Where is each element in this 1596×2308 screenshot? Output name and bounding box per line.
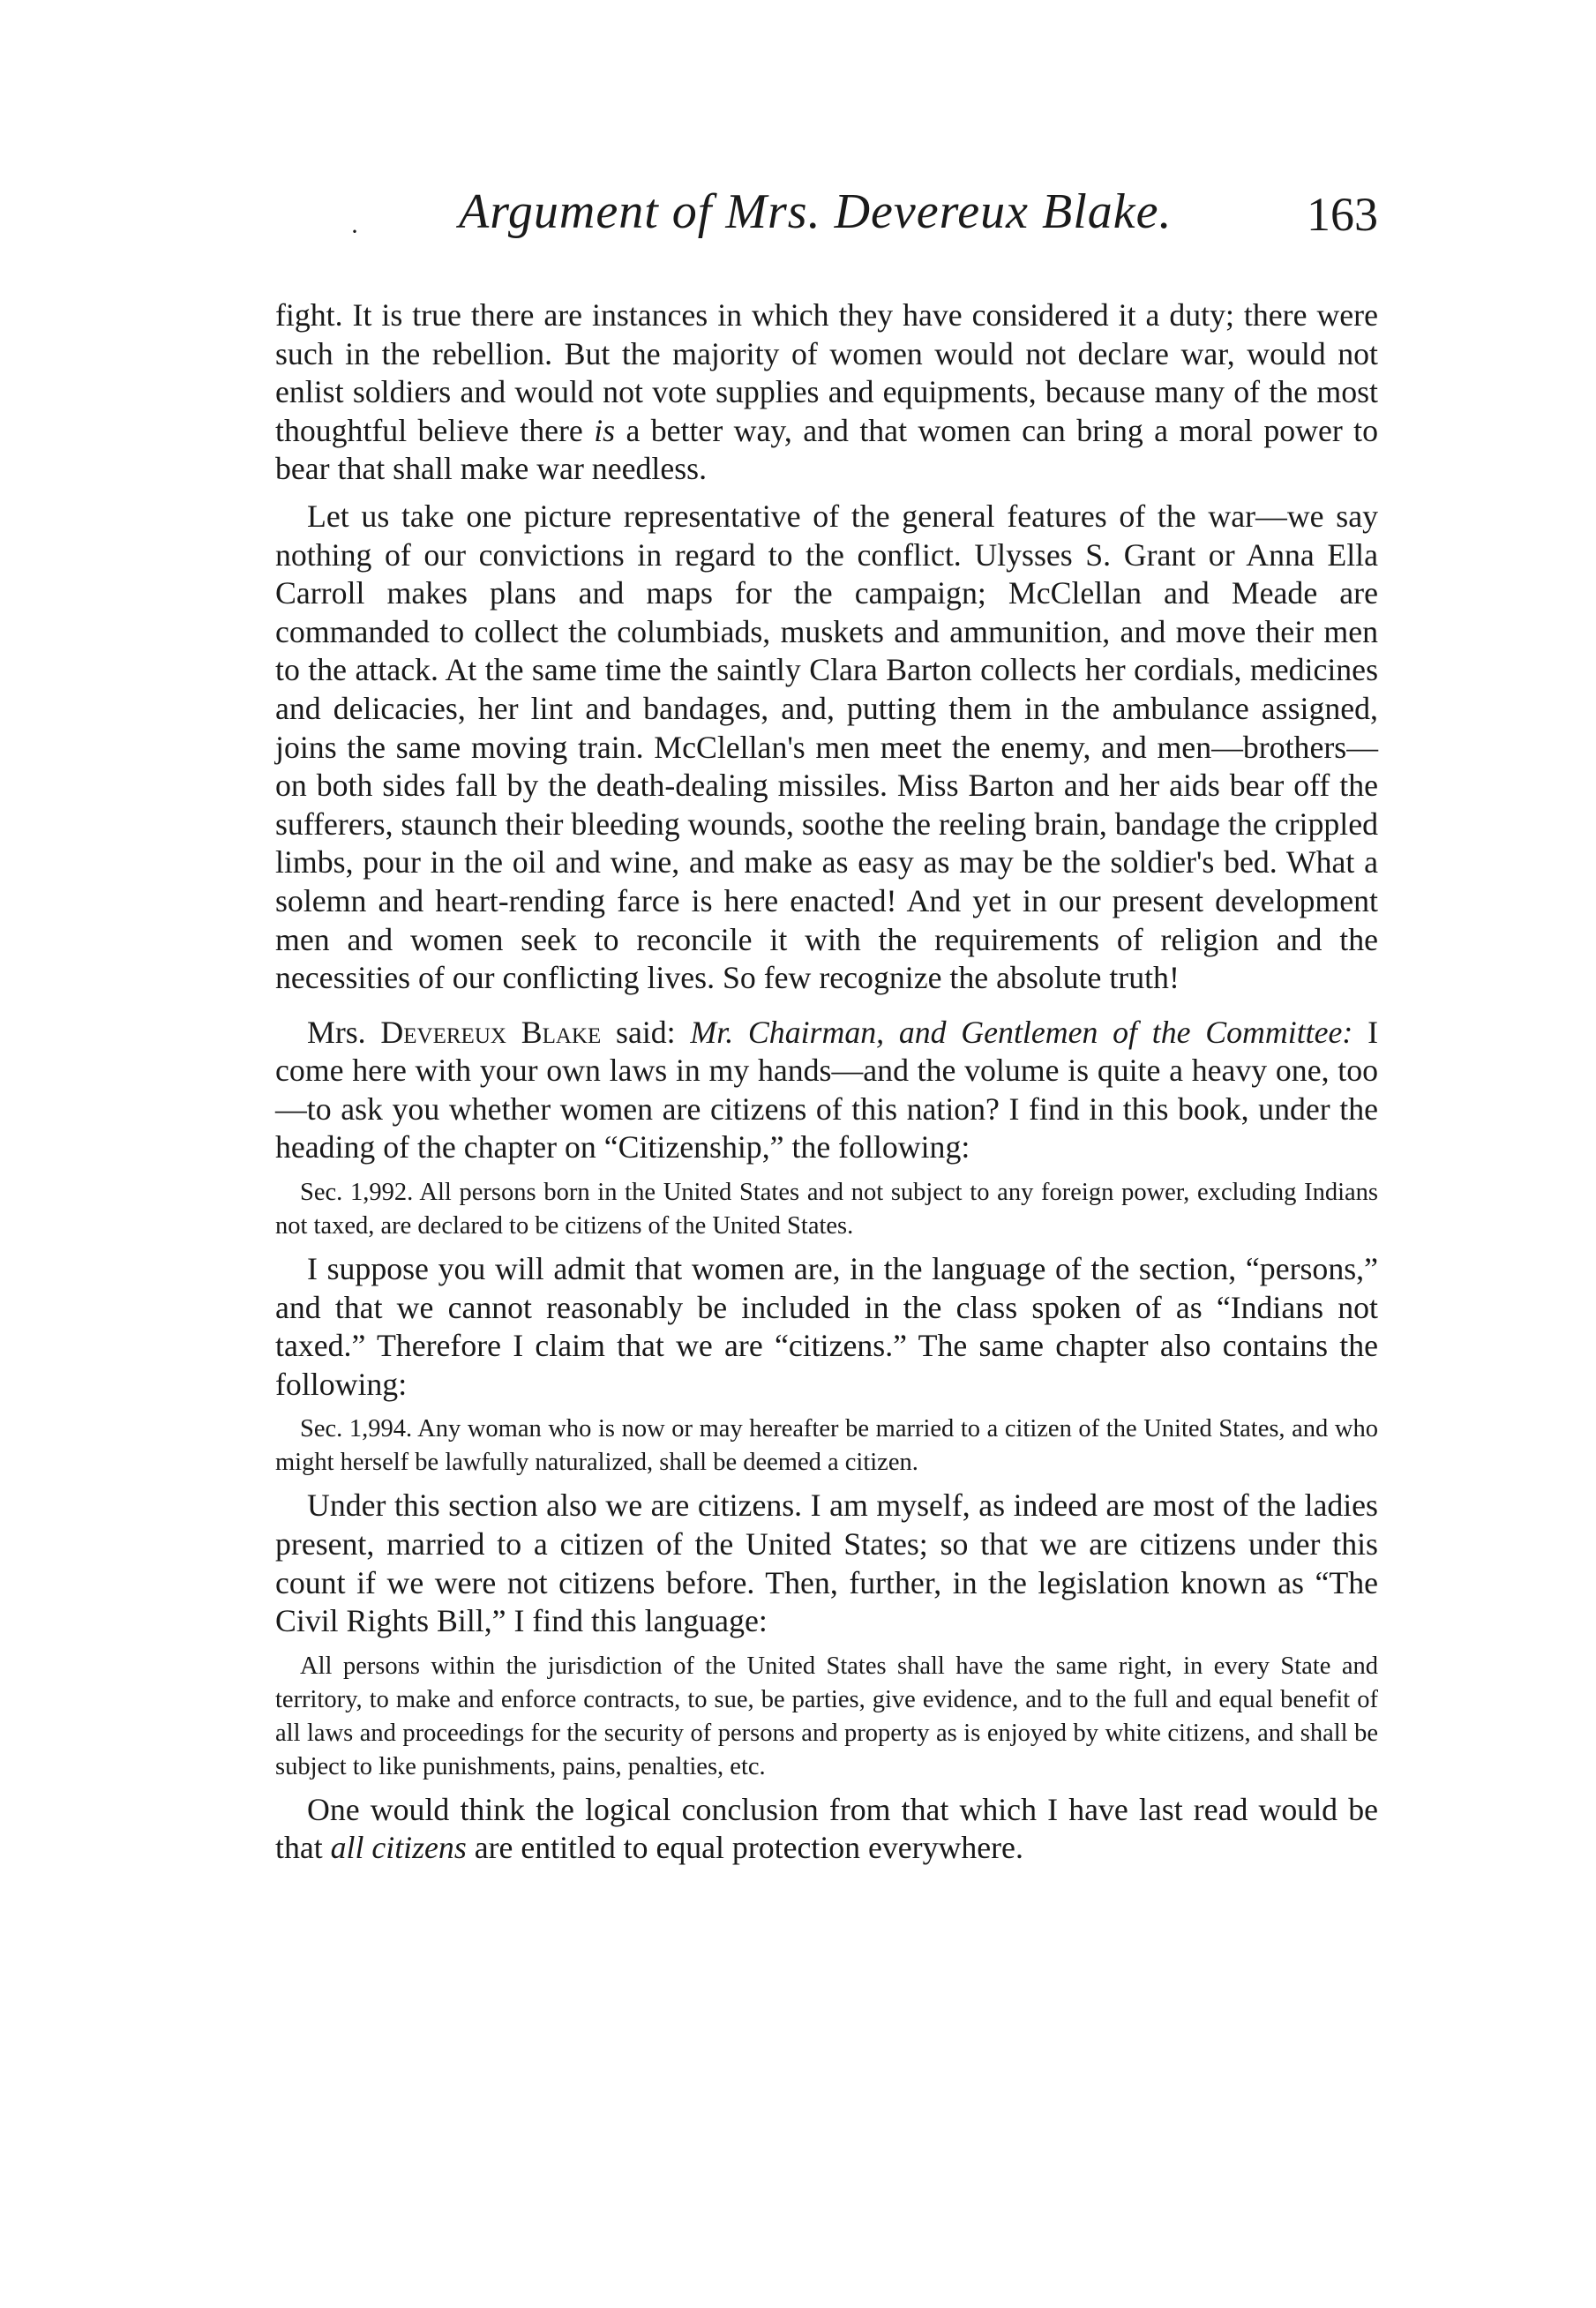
paragraph-conclusion: One would think the logical conclusion from that which I have last read would be that all citizens are entitled to equal protection everywhere.	[275, 1791, 1378, 1866]
salutation: Mr. Chairman, and Gentlemen of the Committee:	[690, 1014, 1353, 1050]
paragraph-war-picture: Let us take one picture representative of the general features of the war—we say nothing of our convictions in regard to the conflict. Ulysses S. Grant or Anna Ella Carroll makes plans and maps for the campaign; McClellan and Meade are commanded to collect the columbiads, muskets and ammunition, and move their men to the attack. At the same time the saintly Clara Barton collects her cordials, medicines and delicacies, her lint and bandages, and, putting them in the ambulance assigned, joins the same moving train. McClellan's men meet the enemy, and men—brothers—on both sides fall by the death-dealing missiles. Miss Barton and her aids bear off the sufferers, staunch their bleeding wounds, soothe the reeling brain, bandage the crippled limbs, pour in the oil and wine, and make as easy as may be the soldier's bed. What a solemn and heart-rending farce is here enacted! And yet in our present development men and women seek to reconcile it with the requirements of religion and the necessities of our conflicting lives. So few recognize the absolute truth!	[275, 498, 1378, 996]
quote-sec-1994: Sec. 1,994. Any woman who is now or may hereafter be married to a citizen of the United States, and who might herself be lawfully naturalized, shall be deemed a citizen.	[275, 1415, 1378, 1477]
paragraph-persons: I suppose you will admit that women are, in the language of the section, “persons,” and that we cannot reasonably be included in the class spoken of as “Indians not taxed.” Therefore I claim that we are “citizens.” The same chapter also contains the following:	[275, 1251, 1378, 1402]
paragraph-war-continuation: fight. It is true there are instances in which they have considered it a duty; there were such in the rebellion. But the majority of women would not declare war, would not enlist soldiers and would not vote supplies and equipments, because many of the most thoughtful believe there is a better way, and that women can bring a moral power to bear that shall make war needless.	[275, 297, 1379, 487]
speaker-name: Devereux Blake	[380, 1014, 602, 1050]
header-dot: ·	[350, 217, 359, 246]
paragraph-blake-speech: Mrs. Devereux Blake said: Mr. Chairman, and Gentlemen of the Committee: I come here with your own laws in my hands—and the volume is quite a heavy one, too—to ask you whether women are citizens of this nation? I find in this book, under the heading of the chapter on “Citizenship,” the following:	[275, 1014, 1378, 1165]
quote-civil-rights-bill: All persons within the jurisdiction of the United States shall have the same right, in every State and territory, to make and enforce contracts, to sue, be parties, give evidence, and to the full and equal benefit of all laws and proceedings for the security of persons and property as is enjoyed by white citizens, and shall be subject to like punishments, pains, penalties, etc.	[275, 1652, 1378, 1780]
body-text	[275, 296, 1378, 1868]
quote-sec-1992: Sec. 1,992. All persons born in the United States and not subject to any foreign power, excluding Indians not taxed, are declared to be citizens of the United States.	[275, 1179, 1378, 1240]
running-title: Argument of Mrs. Devereux Blake.	[459, 184, 1173, 239]
running-header	[275, 182, 1378, 252]
paragraph-citizens-count: Under this section also we are citizens. I am myself, as indeed are most of the ladies present, married to a citizen of the United States; so that we are citizens under this count if we were not citizens before. Then, further, in the legislation known as “The Civil Rights Bill,” I find this language:	[275, 1487, 1378, 1639]
page-number: 163	[1307, 188, 1378, 241]
